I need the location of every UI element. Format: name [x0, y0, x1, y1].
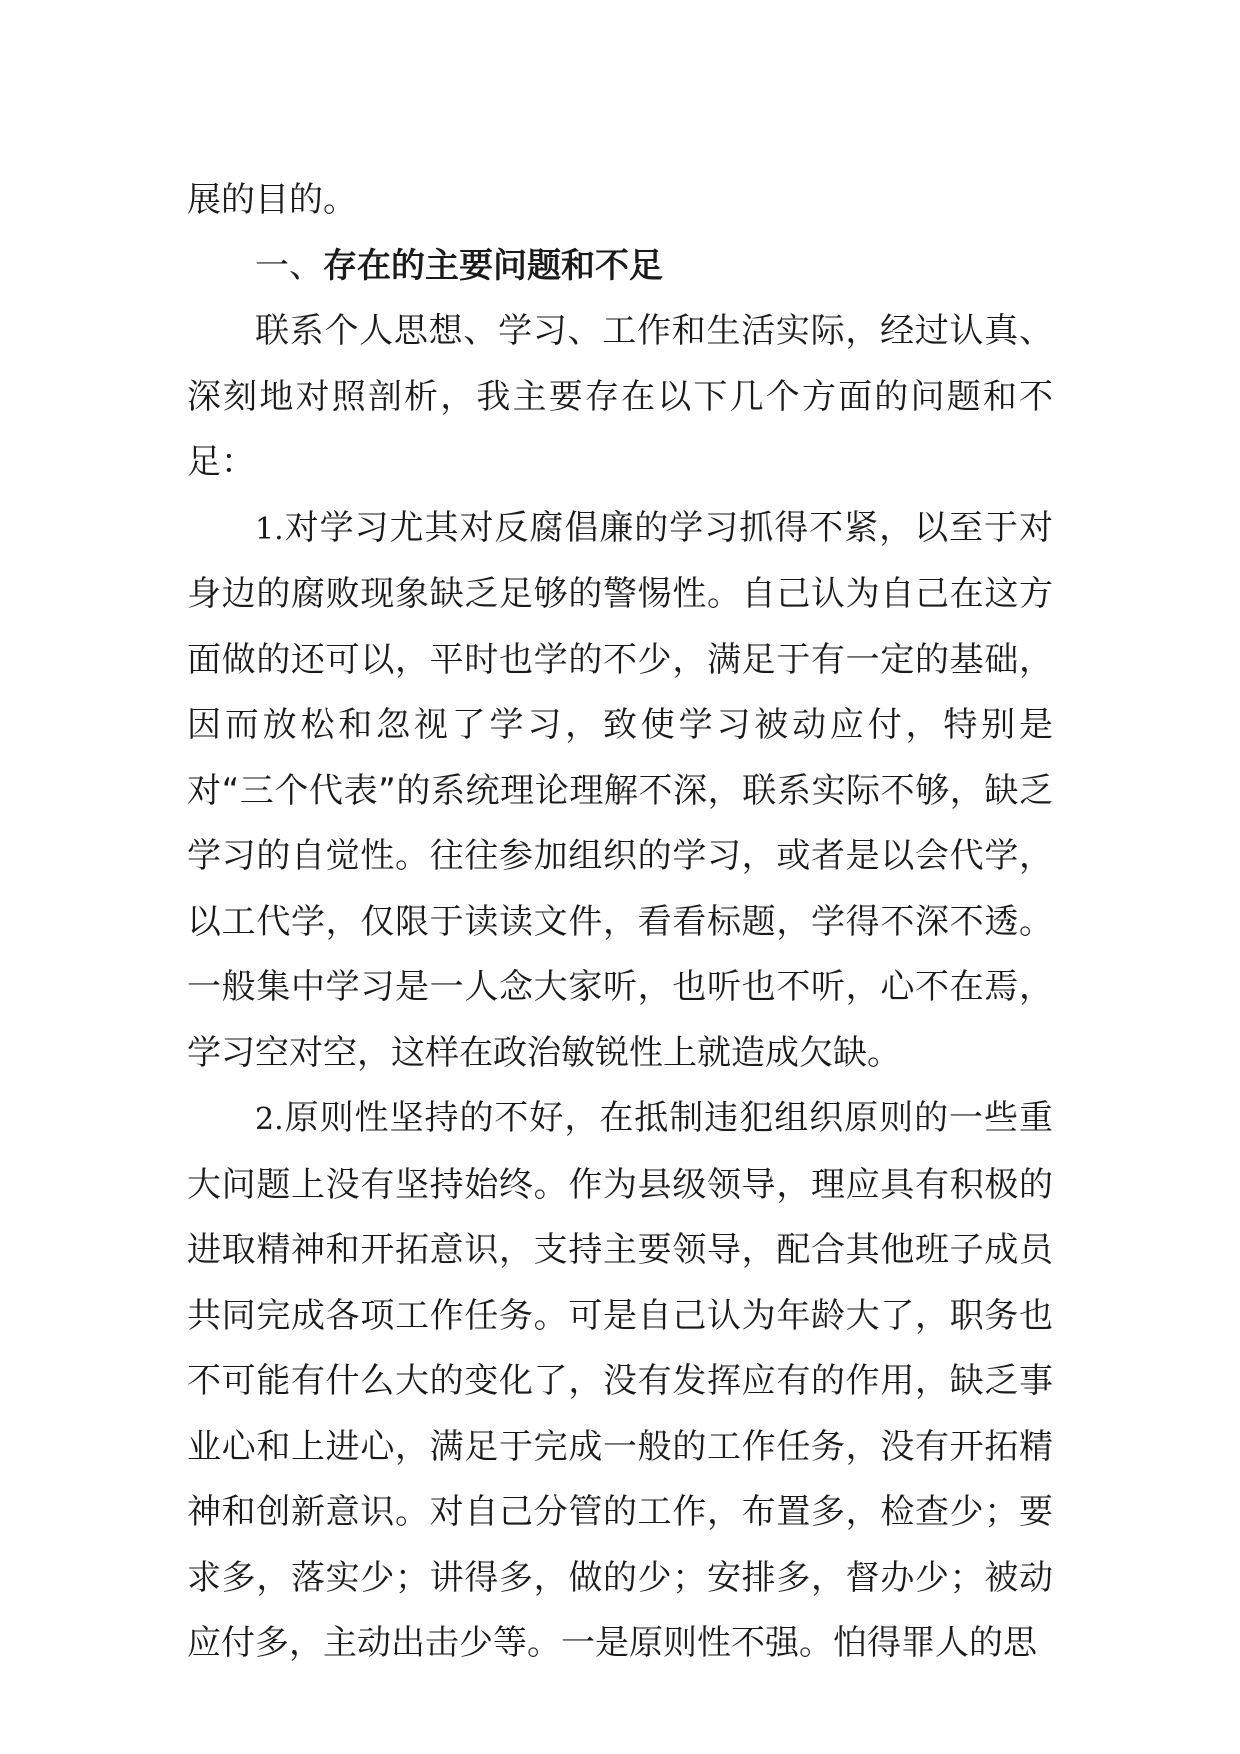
list-item-1-text: 对学习尤其对反腐倡廉的学习抓得不紧，以至于对身边的腐败现象缺乏足够的警惕性。自己认为自己在这方面做的还可以，平时也学的不少，满足于有一定的基础，因而放松和忽视了学习，致使学习被动应付，特别是对“三个代表”的系统理论理解不深，联系实际不够，缺乏学习的自觉性。往往参加组织的学习，或者是以会代学，以工代学，仅限于读读文件，看看标题，学得不深不透。一般集中学习是一人念大家听，也听也不听，心不在焉，学习空对空，这样在政治敏锐性上就造成欠缺。: [187, 507, 1053, 1073]
intro-text: 联系个人思想、学习、工作和生活实际，经过认真、深刻地对照剖析，我主要存在以下几个方面的问题和不足：: [187, 311, 1053, 482]
list-item-1: [187, 496, 1053, 1087]
list-item-2-text: 原则性坚持的不好，在抵制违犯组织原则的一些重大问题上没有坚持始终。作为县级领导，理应具有积极的进取精神和开拓意识，支持主要领导，配合其他班子成员共同完成各项工作任务。可是自己认为年龄大了，职务也不可能有什么大的变化了，没有发挥应有的作用，缺乏事业心和上进心，满足于完成一般的工作任务，没有开拓精神和创新意识。对自己分管的工作，布置多，检查少；要求多，落实少；讲得多，做的少；安排多，督办少；被动应付多，主动出击少等。一是原则性不强。怕得罪人的思: [187, 1098, 1053, 1663]
document-body: [187, 168, 1053, 1677]
list-item-1-number: 1.: [255, 511, 284, 547]
continuation-paragraph: [187, 168, 1053, 234]
section-heading-number: 一、: [255, 245, 323, 286]
section-heading-title: 存在的主要问题和不足: [323, 245, 663, 286]
section-heading: [187, 234, 1053, 300]
intro-paragraph: [187, 299, 1053, 496]
continuation-text: 展的目的。: [187, 180, 357, 220]
list-item-2-number: 2.: [255, 1102, 284, 1137]
list-item-2: [187, 1086, 1053, 1677]
